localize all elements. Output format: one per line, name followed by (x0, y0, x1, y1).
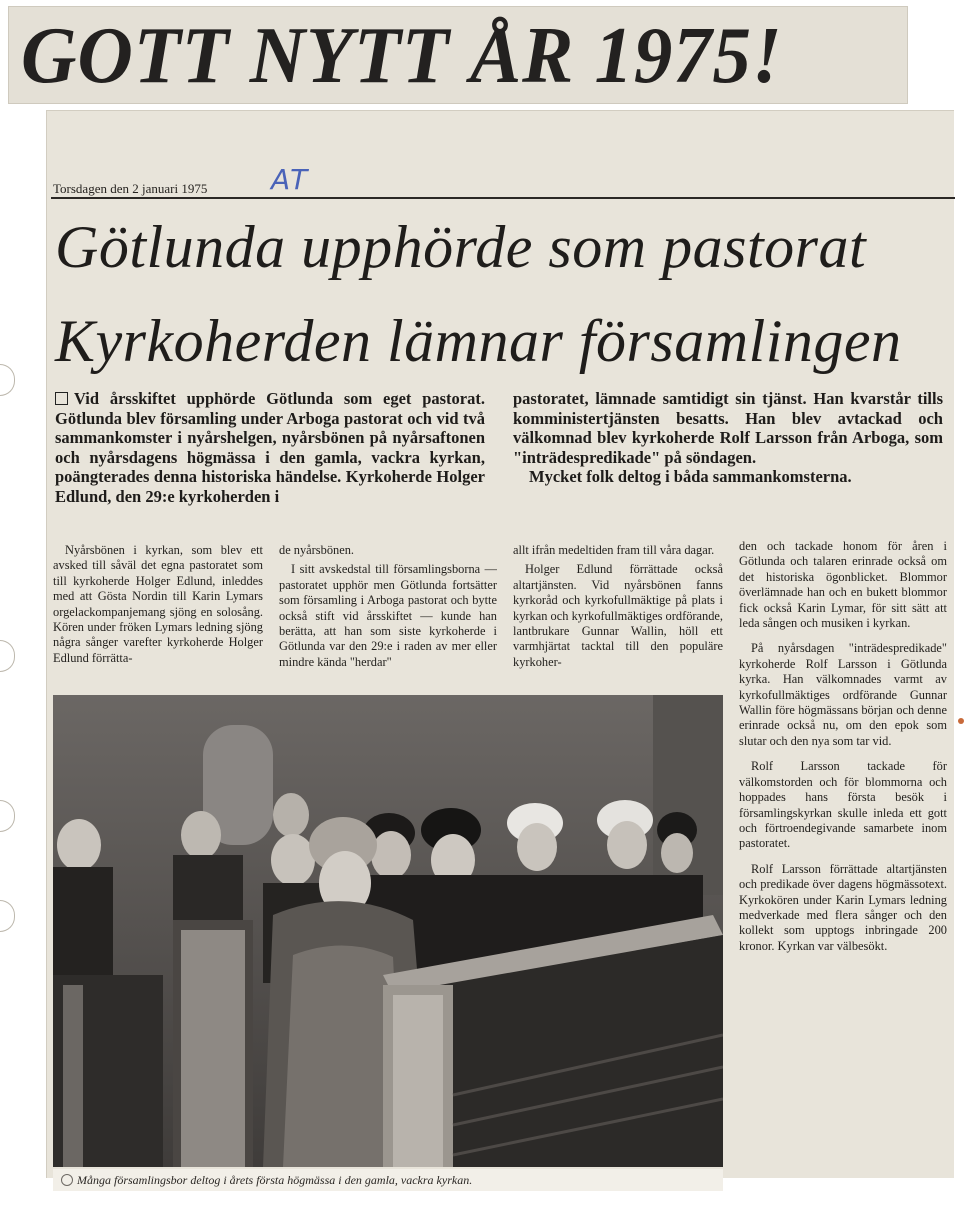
binder-hole (0, 364, 15, 396)
banner-title: GOTT NYTT ÅR 1975! (21, 12, 783, 100)
paper-spot (958, 718, 964, 724)
dateline: Torsdagen den 2 januari 1975 (53, 181, 208, 196)
column-paragraph: Rolf Larsson tackade för välkomstorden och för blommorna och hoppades hans första besök i församlingskyrkan skulle inleda ett gott och förtroendegivande samarbete inom pastoratet. (739, 759, 947, 851)
column-paragraph: de nyårsbönen. (279, 543, 355, 557)
binder-hole (0, 640, 15, 672)
lead-paragraph-right (513, 389, 943, 487)
lead-right-closing: Mycket folk deltog i båda sammankomsterna. (529, 467, 852, 487)
column-paragraph: allt ifrån medeltiden fram till våra dagar. (513, 543, 715, 557)
body-column-3 (513, 543, 723, 674)
column-paragraph: den och tackade honom för åren i Götlunda och talaren erinrade också om det historiska ögonblicket. Blommor överlämnade han och en bukett blommor fick också Karin Lymar, för sitt sätt att leda sången och musiken i kyrkan. (739, 539, 947, 631)
body-column-2 (279, 543, 497, 674)
lead-left-text: Vid årsskiftet upphörde Götlunda som eget pastorat. Götlunda blev församling under Arboga pastorat och vid två sammankomster i nyårshelgen, nyårsbönen på nyårsaftonen och nyårsdagens högmässa i den gamla, vackra kyrkan, poängterades denna historiska händelse. Kyrkoherde Holger Edlund, den 29:e kyrkoherden i (55, 389, 485, 506)
binder-hole (0, 900, 15, 932)
newspaper-clipping (46, 110, 954, 1187)
body-column-1 (53, 543, 263, 670)
binder-hole (0, 800, 15, 832)
lead-right-text: pastoratet, lämnade samtidigt sin tjänst. Han kvarstår tills komministertjänsten besatts. Han blev avtackad och välkomnad blev kyrkoherde Rolf Larsson från Arboga, som "inträdespredikade" på söndagen. (513, 389, 943, 467)
body-column-4 (739, 539, 947, 958)
headline-line-2: Kyrkoherden lämnar församlingen (55, 308, 902, 374)
church-congregation-image (53, 695, 723, 1167)
column-paragraph: Nyårsbönen i kyrkan, som blev ett avsked till såväl det egna pastoratet som till kyrkoherde Holger Edlund, inleddes med att Gösta Nordin till Karin Lymars orgelackompanjemang sjöng en solosång. Kören under fröken Lymars ledning sjöng några sånger varefter kyrkoherde Holger Edlund förrätta- (53, 543, 263, 665)
photo-caption-bar (53, 1169, 723, 1191)
headline-line-1: Götlunda upphörde som pastorat (55, 214, 867, 280)
column-paragraph: På nyårsdagen "inträdespredikade" kyrkoherde Rolf Larsson i Götlunda kyrka. Han välkomnades varmt av kyrkofullmäktiges ordförande Gunnar Wallin före högmässans början och denne erinrade också nu, om den epok som slutar och den nya som tar vid. (739, 641, 947, 748)
checkbox-icon (55, 392, 68, 405)
church-photo (53, 695, 723, 1167)
column-paragraph: I sitt avskedstal till församlingsborna — pastoratet upphör men Götlunda fortsätter som församling i Arboga pastorat och bytte också stift vid årsskiftet — kunde han berätta, att han som siste kyrkoherde i Götlunda var den 29:e i raden av mer eller mindre kända "herdar" (279, 562, 497, 669)
lead-paragraph-left (55, 389, 485, 507)
column-paragraph: Holger Edlund förrättade också altartjänsten. Vid nyårsbönen fanns kyrkoråd och kyrkofullmäktige på plats i kyrkan och kyrkofullmäktiges ordförande, lantbrukare Gunnar Wallin, höll ett varmhjärtat tacktal till den populäre kyrkoher- (513, 562, 723, 669)
column-paragraph: Rolf Larsson förrättade altartjänsten och predikade över dagens högmässotext. Kyrkokören under Karin Lymars ledning medverkade med flera sånger och den kollekt som upptogs inbringade 200 kronor. Kyrkan var välbesökt. (739, 861, 947, 953)
header-rule (51, 197, 955, 199)
photo-caption: Många församlingsbor deltog i årets första högmässa i den gamla, vackra kyrkan. (77, 1173, 473, 1187)
handwritten-mark: AT (271, 163, 310, 196)
caption-bullet-icon (61, 1174, 73, 1186)
new-year-banner (8, 6, 908, 104)
